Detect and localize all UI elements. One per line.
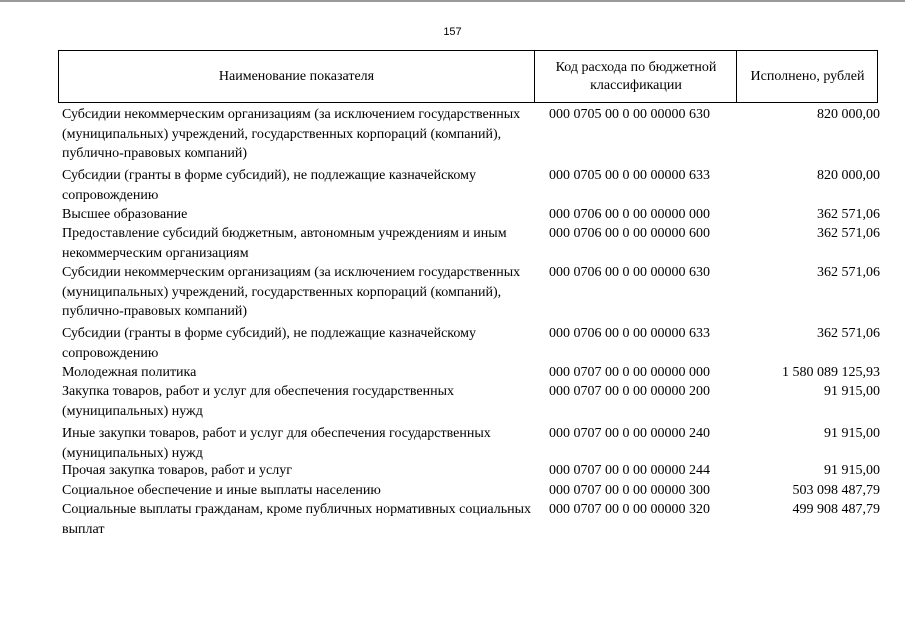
row-code: 000 0707 00 0 00 00000 240 xyxy=(549,426,710,441)
row-amount: 362 571,06 xyxy=(817,207,880,222)
header-name: Наименование показателя xyxy=(218,68,375,84)
row-name: Прочая закупка товаров, работ и услуг xyxy=(62,463,292,478)
header-code: Код расхода по бюджетной классификации xyxy=(534,51,737,102)
row-amount: 499 908 487,79 xyxy=(792,502,880,517)
top-border xyxy=(0,0,905,2)
table-header xyxy=(58,50,878,103)
row-name: Социальное обеспечение и иные выплаты населению xyxy=(62,483,381,498)
row-code: 000 0706 00 0 00 00000 630 xyxy=(549,265,710,280)
row-amount: 91 915,00 xyxy=(824,384,880,399)
row-amount: 820 000,00 xyxy=(817,168,880,183)
row-name: Социальные выплаты гражданам, кроме публичных нормативных социальных выплат xyxy=(62,502,531,537)
row-name: Закупка товаров, работ и услуг для обеспечения государственных (муниципальных) нужд xyxy=(62,384,455,419)
row-name: Иные закупки товаров, работ и услуг для обеспечения государственных (муниципальных) нужд xyxy=(62,426,491,461)
row-code: 000 0705 00 0 00 00000 633 xyxy=(549,168,710,183)
row-amount: 1 580 089 125,93 xyxy=(782,365,880,380)
row-name: Субсидии некоммерческим организациям (за исключением государственных (муниципальных) учреждений, государственных корпораций (компаний), публично-правовых компаний) xyxy=(62,265,521,319)
row-amount: 362 571,06 xyxy=(817,226,880,241)
row-code: 000 0707 00 0 00 00000 300 xyxy=(549,483,710,498)
row-name: Субсидии (гранты в форме субсидий), не подлежащие казначейскому сопровождению xyxy=(62,168,476,203)
row-amount: 503 098 487,79 xyxy=(792,483,880,498)
row-amount: 820 000,00 xyxy=(817,107,880,122)
row-code: 000 0707 00 0 00 00000 000 xyxy=(549,365,710,380)
row-name: Субсидии (гранты в форме субсидий), не подлежащие казначейскому сопровождению xyxy=(62,326,476,361)
header-amount: Исполнено, рублей xyxy=(736,51,878,102)
row-amount: 362 571,06 xyxy=(817,265,880,280)
row-amount: 362 571,06 xyxy=(817,326,880,341)
row-name: Молодежная политика xyxy=(62,365,197,380)
row-code: 000 0706 00 0 00 00000 000 xyxy=(549,207,710,222)
row-code: 000 0705 00 0 00 00000 630 xyxy=(549,107,710,122)
row-code: 000 0707 00 0 00 00000 244 xyxy=(549,463,710,478)
row-name: Субсидии некоммерческим организациям (за исключением государственных (муниципальных) учреждений, государственных корпораций (компаний), публично-правовых компаний) xyxy=(62,107,521,161)
row-code: 000 0706 00 0 00 00000 600 xyxy=(549,226,710,241)
row-name: Высшее образование xyxy=(62,207,188,222)
row-code: 000 0707 00 0 00 00000 200 xyxy=(549,384,710,399)
row-name: Предоставление субсидий бюджетным, автономным учреждениям и иным некоммерческим организациям xyxy=(62,226,507,261)
row-code: 000 0706 00 0 00 00000 633 xyxy=(549,326,710,341)
row-amount: 91 915,00 xyxy=(824,463,880,478)
page-number: 157 xyxy=(443,26,462,38)
row-code: 000 0707 00 0 00 00000 320 xyxy=(549,502,710,517)
row-amount: 91 915,00 xyxy=(824,426,880,441)
